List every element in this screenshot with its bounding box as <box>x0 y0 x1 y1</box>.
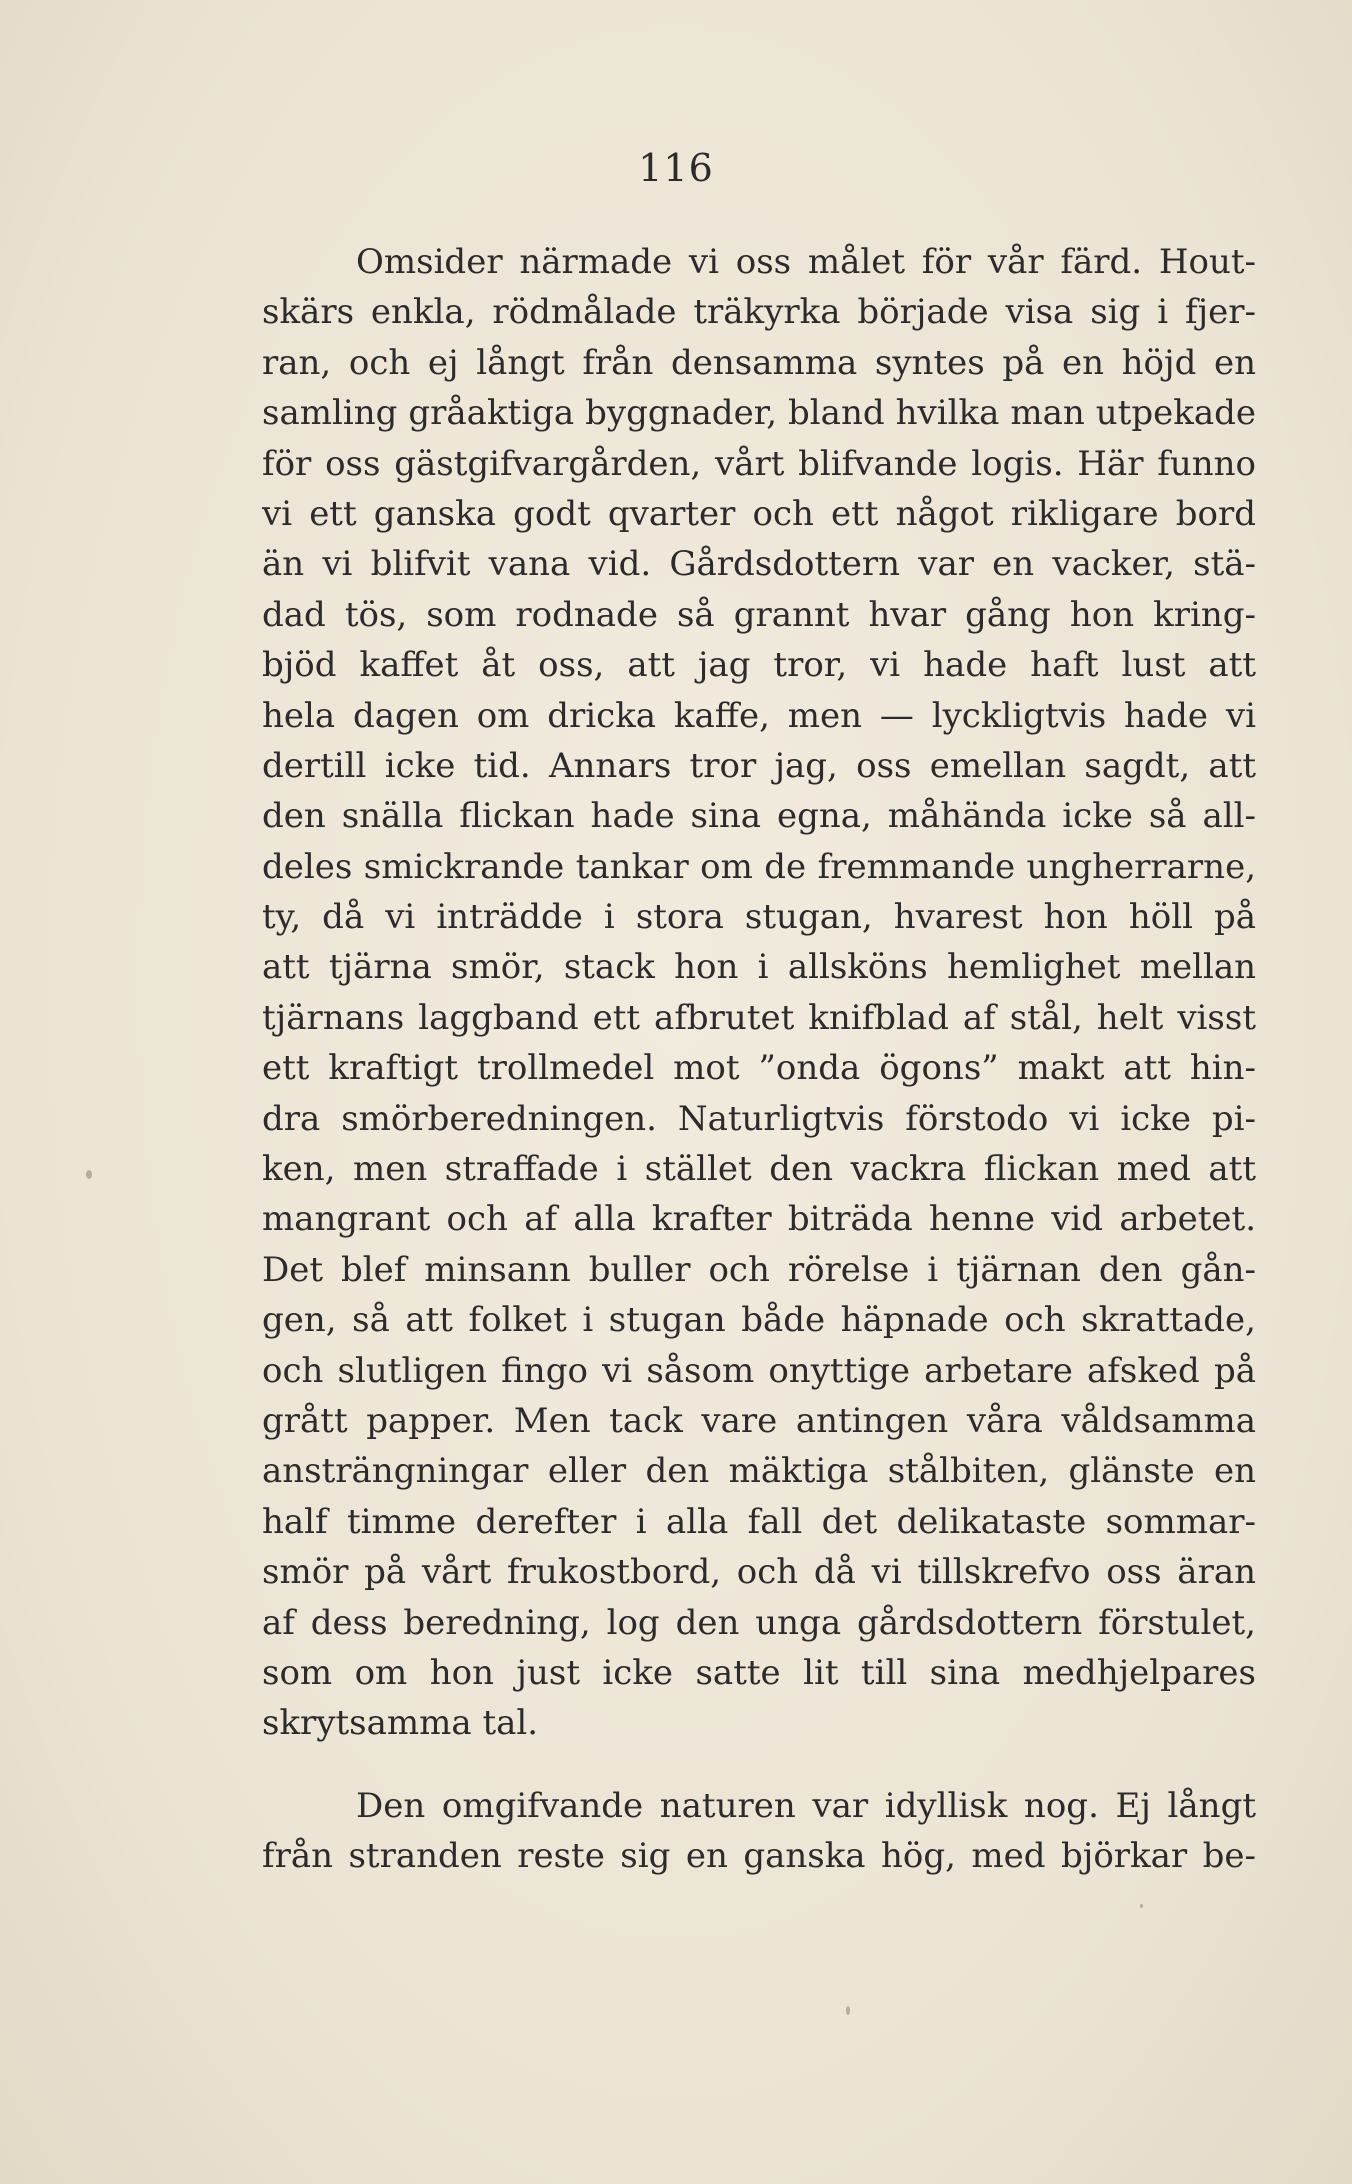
text-line: ken, men straffade i stället den vackra flickan med att <box>262 1149 1256 1190</box>
text-line: grått papper. Men tack vare antingen våra våldsamma <box>262 1400 1256 1441</box>
text-line: Den omgifvande naturen var idyllisk nog. Ej långt <box>356 1785 1256 1826</box>
paragraph <box>262 237 1256 1749</box>
text-line: vi ett ganska godt qvarter och ett något rikligare bord <box>262 493 1256 534</box>
text-line: samling gråaktiga byggnader, bland hvilka man utpekade <box>262 393 1256 434</box>
text-line: af dess beredning, log den unga gårdsdottern förstulet, <box>262 1602 1256 1643</box>
text-line: skrytsamma tal. <box>262 1703 539 1744</box>
text-line: gen, så att folket i stugan både häpnade och skrattade, <box>262 1300 1256 1341</box>
text-line: ran, och ej långt från densamma syntes på en höjd en <box>262 342 1256 383</box>
text-line: den snälla flickan hade sina egna, måhända icke så all- <box>262 796 1256 837</box>
paragraph-gap <box>262 1749 1256 1781</box>
text-line: half timme derefter i alla fall det delikataste sommar- <box>262 1501 1256 1542</box>
text-line: att tjärna smör, stack hon i allsköns hemlighet mellan <box>262 947 1256 988</box>
text-line: ansträngningar eller den mäktiga stålbiten, glänste en <box>262 1451 1256 1492</box>
text-line: för oss gästgifvargården, vårt blifvande logis. Här funno <box>262 443 1256 484</box>
text-line: som om hon just icke satte lit till sina medhjelpares <box>262 1652 1256 1693</box>
text-line: tjärnans laggband ett afbrutet knifblad af stål, helt visst <box>262 997 1256 1038</box>
text-line: och slutligen fingo vi såsom onyttige arbetare afsked på <box>262 1350 1256 1391</box>
page-number: 116 <box>638 146 714 190</box>
paper-stain <box>846 2006 850 2015</box>
text-line: deles smickrande tankar om de fremmande ungherrarne, <box>262 846 1256 887</box>
text-line: Det blef minsann buller och rörelse i tjärnan den gån- <box>262 1249 1256 1290</box>
text-line: från stranden reste sig en ganska hög, med björkar be- <box>262 1836 1256 1877</box>
text-line: ty, då vi inträdde i stora stugan, hvarest hon höll på <box>262 897 1256 938</box>
text-line: Omsider närmade vi oss målet för vår färd. Hout- <box>356 242 1256 282</box>
paper-stain <box>1140 1904 1143 1908</box>
text-line: smör på vårt frukostbord, och då vi tillskrefvo oss äran <box>262 1552 1256 1593</box>
text-line: hela dagen om dricka kaffe, men — lyckligtvis hade vi <box>262 695 1256 736</box>
text-line: dra smörberedningen. Naturligtvis förstodo vi icke pi- <box>262 1098 1256 1139</box>
text-line: ett kraftigt trollmedel mot ”onda ögons” makt att hin- <box>262 1048 1256 1089</box>
text-line: dad tös, som rodnade så grannt hvar gång hon kring- <box>262 594 1256 635</box>
text-line: bjöd kaffet åt oss, att jag tror, vi hade haft lust att <box>262 645 1256 686</box>
text-line: skärs enkla, rödmålade träkyrka började visa sig i fjer- <box>262 292 1256 333</box>
text-line: dertill icke tid. Annars tror jag, oss emellan sagdt, att <box>262 745 1256 786</box>
text-line: mangrant och af alla krafter biträda henne vid arbetet. <box>262 1199 1256 1240</box>
text-line: än vi blifvit vana vid. Gårdsdottern var en vacker, stä- <box>262 544 1256 585</box>
paper-stain <box>86 1170 92 1179</box>
body-text <box>262 237 1256 1882</box>
paragraph <box>262 1781 1256 1882</box>
